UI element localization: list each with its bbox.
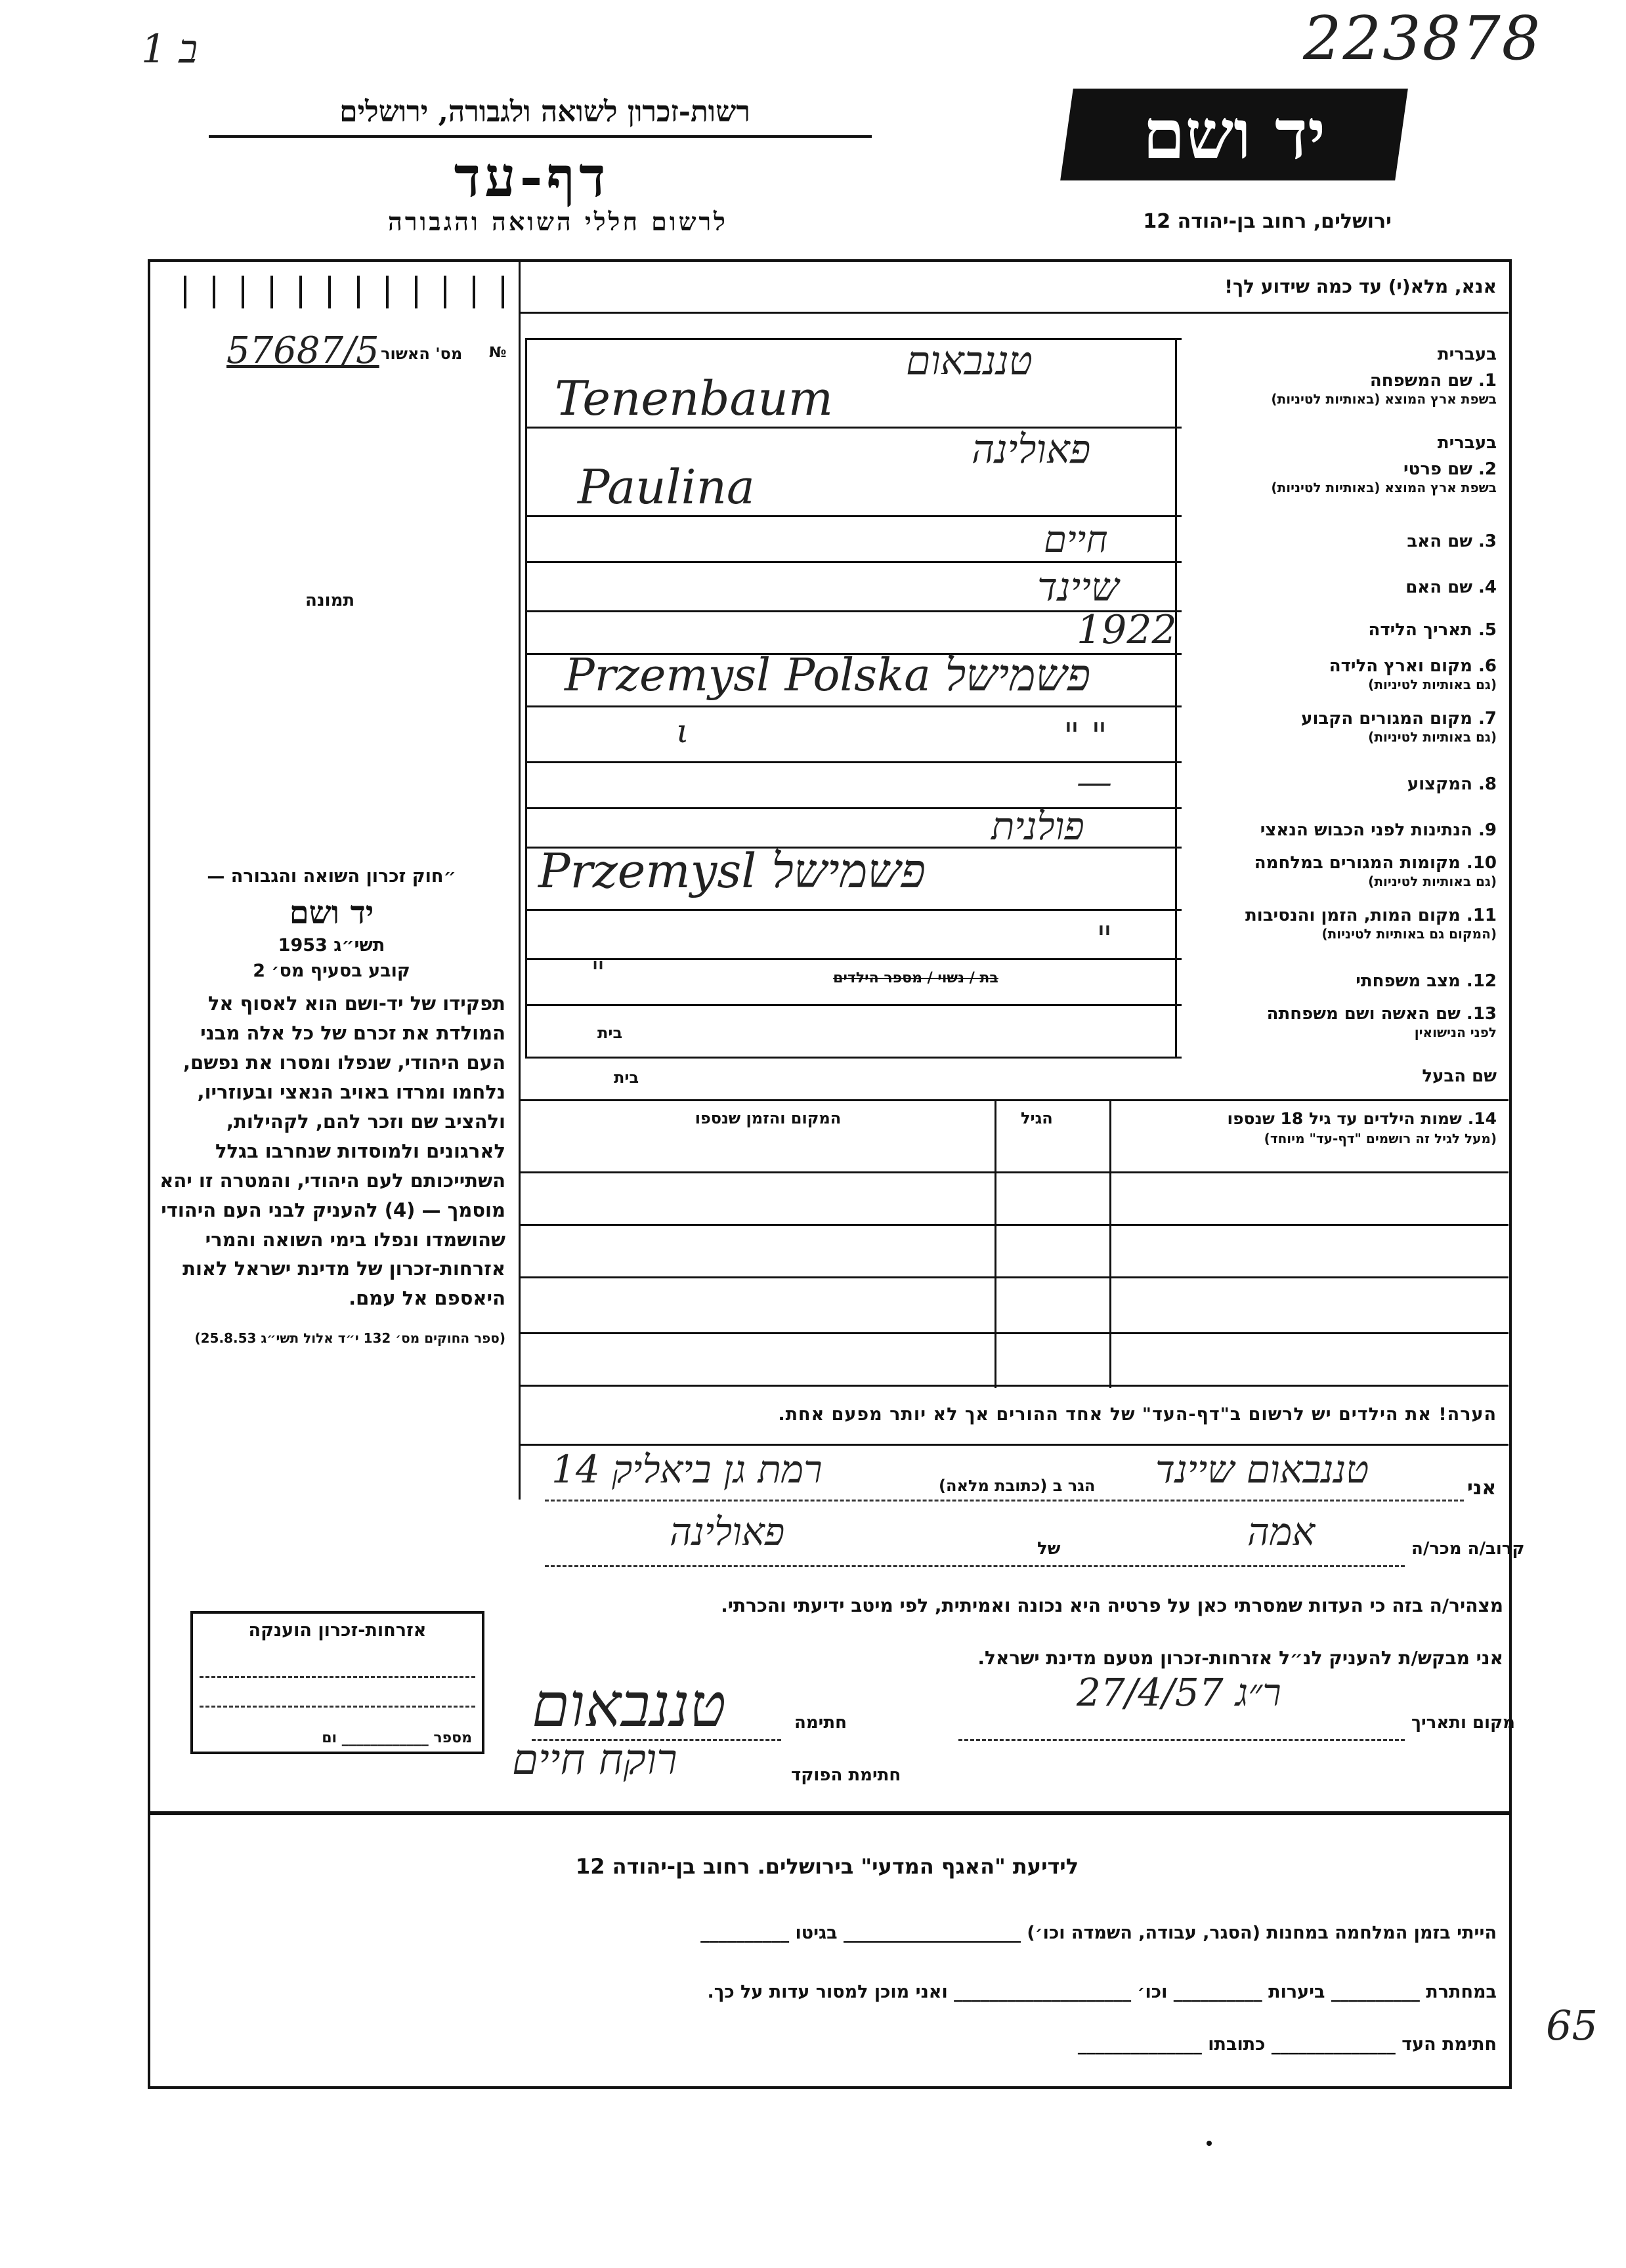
confirmation-ticks (184, 276, 512, 308)
children-row-rule (521, 1224, 1508, 1226)
field-11-label: 11. מקום המות, הזמן והנסיבות (המקום גם באותיות לטיניות) (1245, 906, 1497, 942)
fields-labels (1182, 338, 1497, 1125)
field-3-value: חיים (1044, 518, 1108, 561)
field-8-label: 8. המקצוע (1407, 774, 1497, 794)
children-row-rule (521, 1276, 1508, 1278)
value-column-left (525, 338, 527, 1057)
law-year: תשי״ג 1953 (278, 935, 385, 956)
law-source: (ספר החוקים מס׳ 132 י״ד אלול תשי״ג 25.8.53) (194, 1330, 505, 1347)
margin-page-note: 65 (1546, 2002, 1598, 2049)
husband-home-label: בית (614, 1068, 639, 1087)
certificate-line (200, 1706, 475, 1708)
field-6-value: Przemysl Polska פשמישל (565, 650, 1091, 702)
declarant-line (545, 1500, 1464, 1502)
field-12-label: 12. מצב משפחתי (1356, 971, 1497, 991)
children-top-rule (521, 1099, 1508, 1101)
field-2-hebrew-value: פאולינה (972, 427, 1091, 472)
confirmation-label: מס' האשור (381, 345, 463, 363)
stray-dot (1207, 2141, 1212, 2146)
field-12-value: " (591, 955, 606, 992)
field-5-label: 5. תאריך הלידה (1368, 620, 1497, 640)
children-row-rule (521, 1171, 1508, 1173)
remark-text: הערה! את הילדים יש לרשום ב"דף-העד" של אחד ההורים אך לא יותר מפעם אחת. (778, 1404, 1497, 1425)
instruction-rule (521, 312, 1508, 314)
row-rule (525, 1004, 1182, 1006)
field-1-hebrew-value: טננבאום (906, 338, 1033, 384)
photo-label: תמונה (305, 591, 355, 610)
field-5-value: 1922 (1077, 607, 1177, 653)
place-date-value: ר״ג 27/4/57 (1077, 1670, 1281, 1715)
address-label: הגר ב (כתובת מלאה) (939, 1477, 1096, 1495)
logo-text: יד ושם (1142, 94, 1326, 175)
footer-line-1: הייתי בזמן המלחמה במחנות (הסגר, עבודה, השמדה וכו׳) ____________________ בגיטו __________ (700, 1923, 1497, 1943)
field-4-value: שיינד (1037, 564, 1119, 610)
field-2-in-hebrew: בעברית (1437, 433, 1497, 453)
instruction-text: אנא, מלא(י) עד כמה שידוע לך! (1224, 276, 1497, 297)
children-place-header: המקום והזמן שנספו (695, 1109, 842, 1127)
relative-label: קרוב/ה מכר/ה (1411, 1539, 1525, 1559)
row-rule (525, 561, 1182, 563)
children-row-rule (521, 1332, 1508, 1334)
confirmation-value: 57687/5 (226, 329, 379, 372)
relative-line (545, 1565, 1405, 1567)
sidebar-divider (519, 259, 521, 1500)
field-10-value: Przemysl פשמישל (538, 843, 926, 898)
row-rule (525, 909, 1182, 911)
field-7-value: " " (1063, 715, 1107, 757)
law-name: יד ושם (289, 894, 374, 931)
certificate-number-label: מספר ____________ ום (322, 1730, 472, 1746)
signature-value: טננבאום (532, 1670, 726, 1740)
wife-home-label: בית (597, 1024, 623, 1042)
children-bottom-rule (521, 1385, 1508, 1387)
place-date-label: מקום ותאריך (1411, 1713, 1515, 1732)
footer-heading: לידיעת "האגף המדעי" בירושלים. רחוב בן-יהודה 12 (575, 1854, 1079, 1879)
declarant-label: אני (1467, 1477, 1497, 1500)
certificate-title: אזרחות-זכרון הוענקה (248, 1620, 427, 1641)
officer-label: חתימת הפוקד (791, 1765, 901, 1785)
header-address: ירושלים, רחוב בן-יהודה 12 (1143, 210, 1392, 233)
archive-number: 223878 (1303, 3, 1542, 74)
officer-value: רוקח חיים (512, 1736, 677, 1784)
husband-label: שם הבעל (1422, 1066, 1497, 1086)
field-11-value: " (1096, 919, 1113, 960)
field-4-label: 4. שם האם (1405, 578, 1497, 597)
field-13-label: 13. שם האשה ושם משפחתה לפני הנישואין (1266, 1004, 1497, 1041)
field-9-value: פולנית (991, 804, 1084, 849)
form-subtitle: לרשום חללי השואה והגבורה (388, 207, 728, 236)
affirm-text: מצהיר/ה בזה כי העדות שמסרתי כאן על פרטיה היא נכונה ואמיתית, לפי מיטב ידיעתי והכרתי. (721, 1595, 1503, 1616)
form-title: דף-עד (454, 144, 610, 209)
of-value: פאולינה (670, 1509, 785, 1554)
footer-line-3: חתימת העד ______________ כתובתו ______________ (1077, 2034, 1497, 2055)
row-rule (525, 958, 1182, 960)
relation-value: אמה (1247, 1509, 1316, 1554)
authority-underline (209, 135, 872, 138)
field-1-latin-value: Tenenbaum (555, 371, 834, 426)
field-1-in-hebrew: בעברית (1437, 345, 1497, 364)
field-7-label: 7. מקום המגורים הקבוע (גם באותיות לטיניות) (1301, 709, 1497, 746)
children-label: 14. שמות הילדים עד גיל 18 שנספו (מעל לגיל זה רושמים "דף-עד" מיוחד) (1227, 1109, 1497, 1146)
remark-rule (521, 1444, 1508, 1446)
of-label: של (1037, 1539, 1061, 1559)
footer-rule (148, 1811, 1509, 1815)
authority-line: רשות-זכרון לשואה ולגבורה, ירושלים (339, 95, 750, 129)
field-10-label: 10. מקומות המגורים במלחמה (גם באותיות לטיניות) (1254, 853, 1497, 890)
row-rule (525, 515, 1182, 517)
row-rule (525, 705, 1182, 707)
children-age-header: הגיל (1021, 1109, 1053, 1127)
row-rule (525, 1057, 1182, 1059)
law-clause: קובע בסעיף מס׳ 2 (253, 961, 410, 981)
children-col-divider (995, 1099, 996, 1388)
field-2-label: 2. שם פרטי בשפת ארץ המוצא (באותיות לטיניות) (1271, 459, 1497, 496)
yad-vashem-logo (1060, 89, 1408, 180)
field-9-label: 9. הנתינות לפני הכבוש הנאצי (1260, 820, 1497, 840)
folder-code: ב 1 (141, 26, 198, 72)
field-8-value: — (1077, 761, 1112, 803)
certificate-box (190, 1611, 484, 1754)
law-block (158, 866, 505, 1346)
confirmation-no-mark: № (489, 345, 507, 361)
signature-label: חתימה (794, 1713, 847, 1732)
law-title: ״חוק זכרון השואה והגבורה — (207, 866, 456, 887)
certificate-line (200, 1676, 475, 1678)
footer-line-2: במחתרת __________ ביערות __________ וכו׳ ____________________ ואני מוכן למסור עדות על כך. (707, 1982, 1497, 2002)
address-value: רמת גן ביאליק 14 (551, 1447, 823, 1492)
field-3-label: 3. שם האב (1407, 532, 1497, 551)
field-6-label: 6. מקום וארץ הלידה (גם באותיות לטיניות) (1329, 656, 1497, 693)
marital-options: בת / נשוי / מספר הילדים (833, 970, 998, 986)
field-7-mark: ι (676, 712, 689, 750)
children-col-divider (1109, 1099, 1111, 1388)
place-date-line (958, 1739, 1405, 1741)
request-text: אני מבקש/ת להעניק לנ״ל אזרחות-זכרון מטעם מדינת ישראל. (977, 1647, 1503, 1669)
law-body: תפקידו של יד-ושם הוא לאסוף אל המולדת את זכרם של כל אלה מבני העם היהודי, שנפלו ומסרו את נפשם, נלחמו ומרדו באויב הנאצי ובעוזריו, ולהציב שם וזכר להם, לקהילות, לארגונים ולמוסדות שנחרבו בגלל השתייכותם לעם היהודי, והמטרה זו יהא מוסמך — (4) להעניק לבני העם היהודי שהושמדו ונפלו בימי השואה והמרי אזרחות-זכרון של מדינת ישראל לאות היאספם אל עמם. (160, 992, 505, 1310)
grid-top (525, 338, 1182, 340)
declarant-name: טננבאום שיינד (1155, 1447, 1369, 1492)
field-2-latin-value: Paulina (578, 459, 755, 514)
field-1-label: 1. שם המשפחה בשפת ארץ המוצא (באותיות לטיניות) (1271, 371, 1497, 408)
